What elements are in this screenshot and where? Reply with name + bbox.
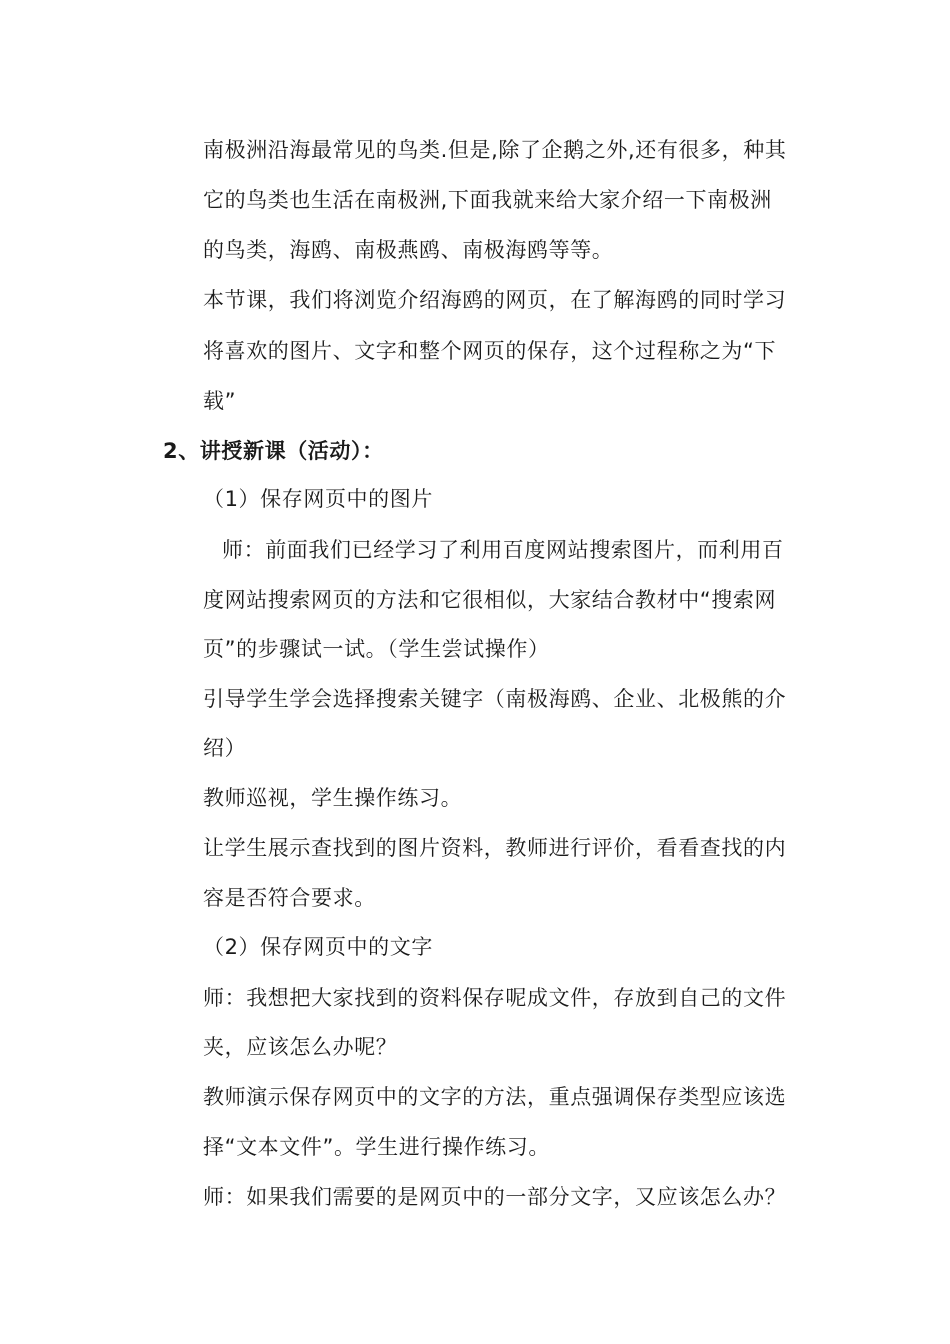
paragraph-line: 教师演示保存网页中的文字的方法，重点强调保存类型应该选 (203, 1085, 787, 1109)
paragraph-line: 择“文本文件”。学生进行操作练习。 (203, 1135, 550, 1159)
paragraph-line: 夹，应该怎么办呢？ (203, 1035, 398, 1059)
subsection-heading: （2）保存网页中的文字 (203, 935, 433, 959)
paragraph-line: 师：如果我们需要的是网页中的一部分文字，又应该怎么办？ (203, 1185, 787, 1209)
paragraph-line: 载” (203, 389, 237, 413)
section-heading: 2、讲授新课（活动）： (163, 439, 384, 463)
paragraph-line: 绍） (203, 736, 247, 760)
paragraph-line: 教师巡视，学生操作练习。 (203, 786, 463, 810)
paragraph-line: 南极洲沿海最常见的鸟类.但是,除了企鹅之外,还有很多，种其 (203, 138, 787, 162)
subsection-heading: （1）保存网页中的图片 (203, 487, 433, 511)
paragraph-line: 的鸟类，海鸥、南极燕鸥、南极海鸥等等。 (203, 238, 614, 262)
paragraph-line: 容是否符合要求。 (203, 886, 376, 910)
paragraph-line: 它的鸟类也生活在南极洲,下面我就来给大家介绍一下南极洲 (203, 188, 772, 212)
paragraph-line: 师：我想把大家找到的资料保存呢成文件，存放到自己的文件 (203, 986, 787, 1010)
paragraph-line: 让学生展示查找到的图片资料，教师进行评价，看看查找的内 (203, 836, 787, 860)
paragraph-line: 本节课，我们将浏览介绍海鸥的网页，在了解海鸥的同时学习 (203, 288, 787, 312)
paragraph-line: 引导学生学会选择搜索关键字（南极海鸥、企业、北极熊的介 (203, 687, 787, 711)
paragraph-line: 度网站搜索网页的方法和它很相似，大家结合教材中“搜索网 (203, 588, 777, 612)
paragraph-line: 将喜欢的图片、文字和整个网页的保存，这个过程称之为“下 (203, 339, 777, 363)
paragraph-line: 页”的步骤试一试。（学生尝试操作） (203, 637, 550, 661)
paragraph-line: 师：前面我们已经学习了利用百度网站搜索图片，而利用百 (222, 538, 784, 562)
